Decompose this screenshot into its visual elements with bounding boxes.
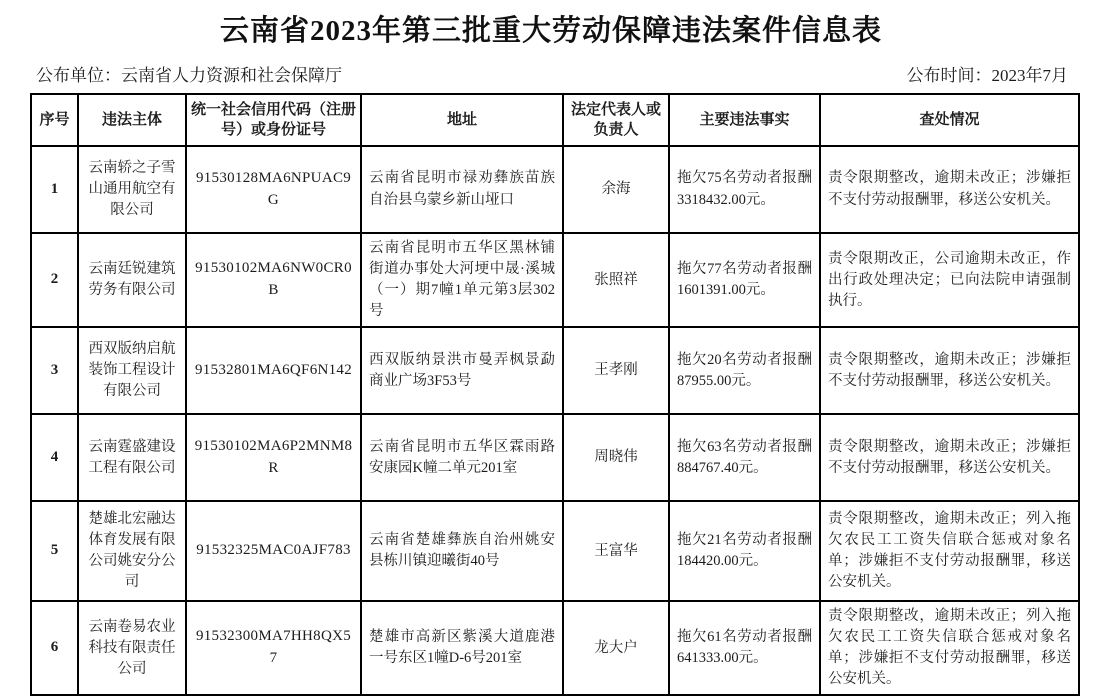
col-header-handling: 查处情况 [820,94,1079,146]
cell-handling: 责令限期整改，逾期未改正；列入拖欠农民工工资失信联合惩戒对象名单；涉嫌拒不支付劳动报酬罪，移送公安机关。 [820,501,1079,601]
col-header-serial: 序号 [31,94,78,146]
cell-address: 西双版纳景洪市曼弄枫景勐商业广场3F53号 [361,327,563,414]
violation-cases-table [30,93,1080,696]
cell-code: 91530128MA6NPUAC9G [186,146,361,233]
table-row [31,327,1079,414]
cell-address: 楚雄市高新区紫溪大道鹿港一号东区1幢D-6号201室 [361,601,563,695]
cell-entity: 楚雄北宏融达体育发展有限公司姚安分公司 [78,501,186,601]
col-header-legal-rep: 法定代表人或负责人 [563,94,669,146]
cell-entity: 云南廷锐建筑劳务有限公司 [78,233,186,327]
cell-serial: 3 [31,327,78,414]
publish-time-label: 公布时间：2023年7月 [906,66,1068,85]
cell-violation: 拖欠61名劳动者报酬641333.00元。 [669,601,820,695]
cell-handling: 责令限期整改，逾期未改正；涉嫌拒不支付劳动报酬罪，移送公安机关。 [820,414,1079,501]
table-header-row [31,94,1079,146]
cell-code: 91532801MA6QF6N142 [186,327,361,414]
col-header-entity: 违法主体 [78,94,186,146]
col-header-violation: 主要违法事实 [669,94,820,146]
cell-address: 云南省昆明市五华区霖雨路安康园K幢二单元201室 [361,414,563,501]
cell-address: 云南省楚雄彝族自治州姚安县栋川镇迎曦街40号 [361,501,563,601]
cell-legal-rep: 余海 [563,146,669,233]
cell-legal-rep: 张照祥 [563,233,669,327]
cell-violation: 拖欠75名劳动者报酬3318432.00元。 [669,146,820,233]
cell-legal-rep: 周晓伟 [563,414,669,501]
cell-entity: 云南霆盛建设工程有限公司 [78,414,186,501]
cell-legal-rep: 龙大户 [563,601,669,695]
cell-serial: 2 [31,233,78,327]
cell-code: 91532300MA7HH8QX57 [186,601,361,695]
table-row [31,146,1079,233]
table-row [31,414,1079,501]
cell-code: 91530102MA6NW0CR0B [186,233,361,327]
cell-address: 云南省昆明市五华区黑林铺街道办事处大河埂中晟·溪城（一）期7幢1单元第3层302号 [361,233,563,327]
cell-handling: 责令限期整改，逾期未改正；涉嫌拒不支付劳动报酬罪，移送公安机关。 [820,327,1079,414]
cell-code: 91530102MA6P2MNM8R [186,414,361,501]
cell-code: 91532325MAC0AJF783 [186,501,361,601]
cell-handling: 责令限期改正，公司逾期未改正，作出行政处理决定；已向法院申请强制执行。 [820,233,1079,327]
cell-address: 云南省昆明市禄劝彝族苗族自治县乌蒙乡新山垭口 [361,146,563,233]
cell-violation: 拖欠77名劳动者报酬1601391.00元。 [669,233,820,327]
cell-serial: 4 [31,414,78,501]
cell-serial: 1 [31,146,78,233]
cell-handling: 责令限期整改，逾期未改正；涉嫌拒不支付劳动报酬罪，移送公安机关。 [820,146,1079,233]
table-row [31,501,1079,601]
cell-violation: 拖欠20名劳动者报酬87955.00元。 [669,327,820,414]
col-header-address: 地址 [361,94,563,146]
page-title: 云南省2023年第三批重大劳动保障违法案件信息表 [219,15,882,47]
meta-row [36,61,1068,86]
cell-entity: 云南轿之子雪山通用航空有限公司 [78,146,186,233]
cell-legal-rep: 王富华 [563,501,669,601]
cell-entity: 云南卷易农业科技有限责任公司 [78,601,186,695]
cell-serial: 6 [31,601,78,695]
col-header-code: 统一社会信用代码（注册号）或身份证号 [186,94,361,146]
cell-serial: 5 [31,501,78,601]
cell-handling: 责令限期整改，逾期未改正；列入拖欠农民工工资失信联合惩戒对象名单；涉嫌拒不支付劳动报酬罪，移送公安机关。 [820,601,1079,695]
cell-entity: 西双版纳启航装饰工程设计有限公司 [78,327,186,414]
cell-violation: 拖欠21名劳动者报酬184420.00元。 [669,501,820,601]
table-row [31,233,1079,327]
cell-violation: 拖欠63名劳动者报酬884767.40元。 [669,414,820,501]
cell-legal-rep: 王孝刚 [563,327,669,414]
publisher-label: 公布单位：云南省人力资源和社会保障厅 [36,66,342,85]
table-row [31,601,1079,695]
